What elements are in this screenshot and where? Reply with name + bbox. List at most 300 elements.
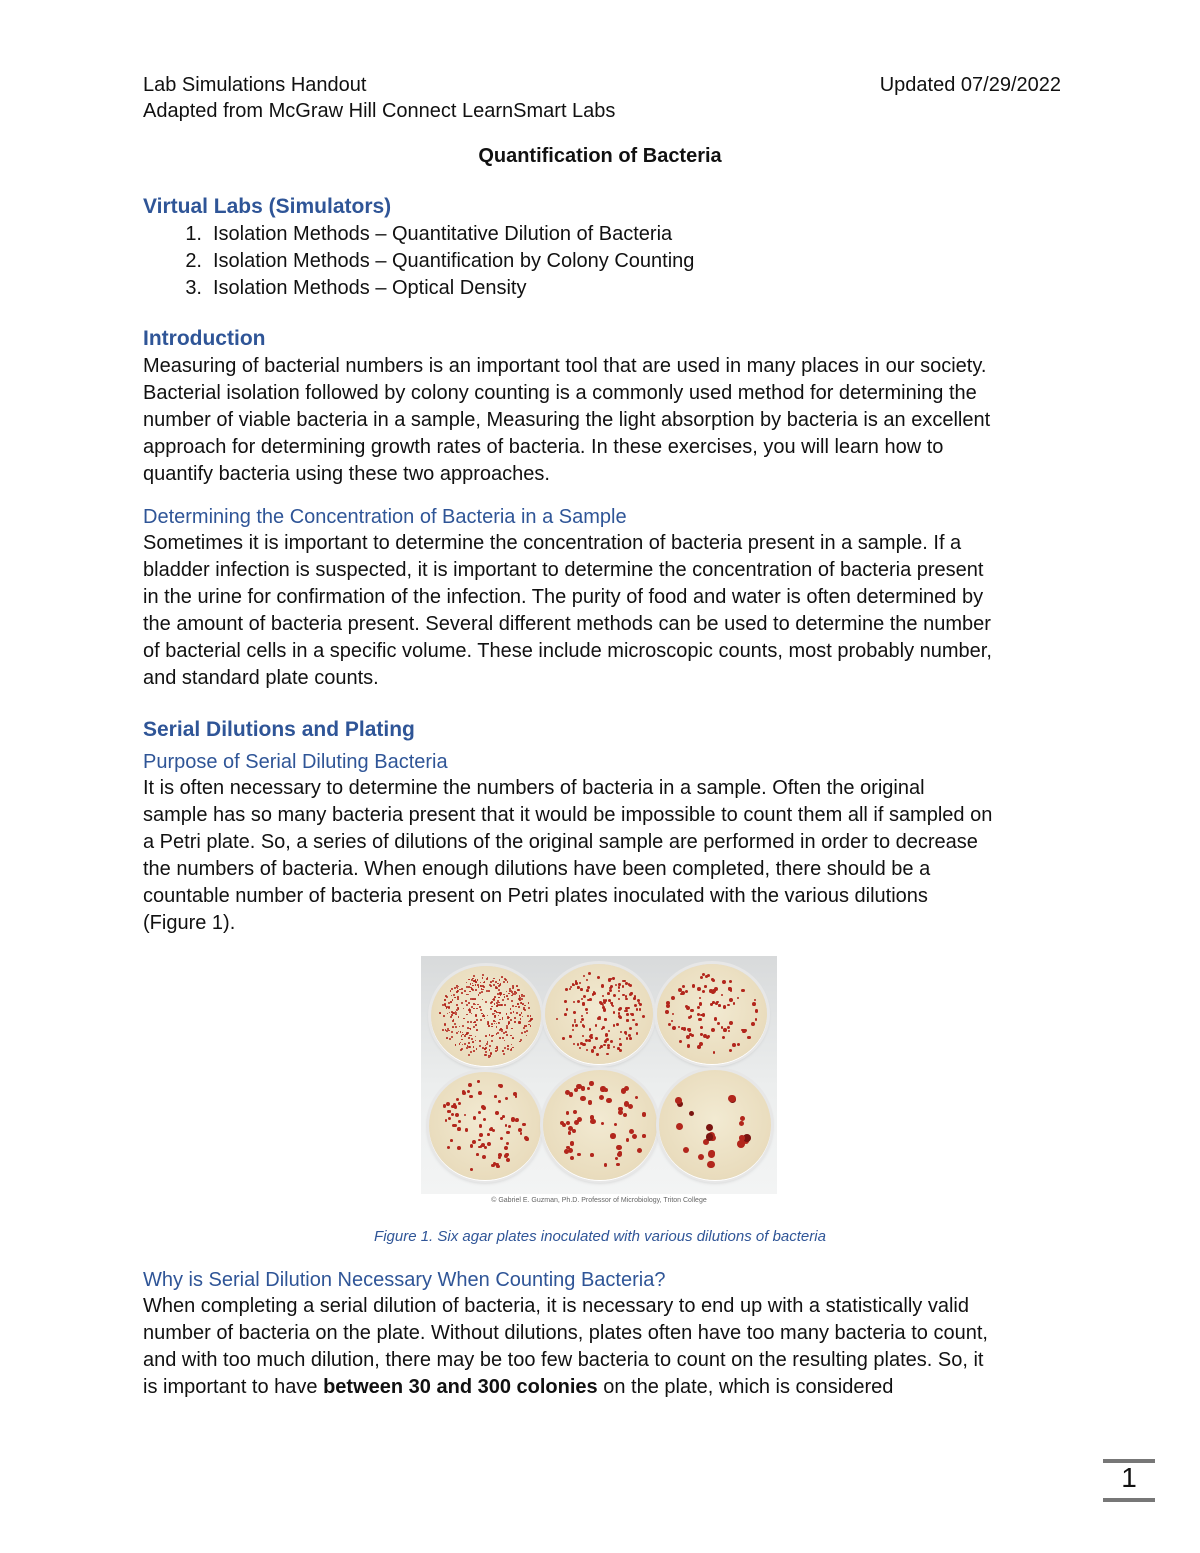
colony (700, 1033, 702, 1035)
colony (473, 1046, 475, 1048)
colony (572, 1029, 574, 1031)
colony (585, 1039, 588, 1042)
colony (527, 1015, 529, 1017)
colony (476, 1008, 478, 1010)
colony (485, 1045, 486, 1046)
colony (474, 998, 476, 1000)
colony (487, 1015, 488, 1016)
colony (593, 992, 596, 995)
colony (632, 1019, 634, 1021)
petri-plate (659, 1070, 771, 1180)
colony (620, 1031, 622, 1033)
colony (475, 1004, 476, 1005)
colony (619, 1016, 621, 1018)
colony (752, 1002, 756, 1006)
colony (572, 1024, 574, 1026)
petri-plate (657, 964, 767, 1064)
colony (587, 1087, 591, 1091)
colony (475, 984, 476, 985)
concentration-line: of bacterial cells in a specific volume. These include microscopic counts, most probably number, (143, 640, 992, 662)
colony (451, 1113, 455, 1117)
colony (619, 1007, 622, 1010)
colony (443, 1104, 446, 1107)
colony (496, 1023, 497, 1024)
colony (455, 1113, 459, 1117)
colony (744, 1029, 747, 1032)
colony (590, 1119, 595, 1124)
colony (495, 986, 497, 988)
colony (451, 995, 452, 996)
why-line: number of bacteria on the plate. Without dilutions, plates often have too many bacteria to count, (143, 1322, 988, 1344)
colony (586, 1049, 588, 1051)
colony (453, 994, 455, 996)
colony (520, 1132, 523, 1135)
colony (666, 1004, 670, 1008)
colony (526, 1025, 528, 1027)
colony (626, 1138, 630, 1142)
colony (698, 1154, 704, 1160)
colony (454, 987, 456, 989)
colony (508, 1022, 510, 1024)
colony (479, 1006, 481, 1008)
colony (488, 1056, 490, 1058)
colony (707, 974, 710, 977)
petri-plate (543, 1070, 657, 1180)
colony (591, 1049, 594, 1052)
colony (739, 1121, 744, 1126)
introduction-section (143, 325, 1063, 488)
colony (457, 988, 459, 990)
colony (506, 1013, 508, 1015)
colony (605, 999, 608, 1002)
colony (601, 984, 604, 987)
colony (482, 974, 484, 976)
colony (642, 1112, 647, 1117)
colony (604, 1040, 607, 1043)
colony (573, 1011, 576, 1014)
colony (599, 1095, 604, 1100)
petri-plate (431, 966, 541, 1066)
colony (498, 1084, 501, 1087)
colony (439, 1012, 441, 1014)
colony (487, 977, 488, 978)
colony (458, 986, 459, 987)
colony (565, 988, 568, 991)
colony (522, 1123, 525, 1126)
colony (462, 1044, 464, 1046)
colony (480, 1009, 482, 1011)
colony (495, 1111, 499, 1115)
list-item-text: Isolation Methods – Quantitative Dilution of Bacteria (213, 223, 673, 245)
colony (462, 1034, 464, 1036)
colony (626, 1037, 628, 1039)
colony (668, 1023, 671, 1026)
colony (497, 1004, 499, 1006)
colony (566, 1008, 568, 1010)
colony (706, 1124, 714, 1132)
agar-plates-photo (421, 956, 777, 1194)
colony (506, 1027, 508, 1029)
colony (475, 1036, 476, 1037)
colony (516, 985, 518, 987)
colony (514, 1017, 516, 1019)
colony (574, 1021, 576, 1023)
colony (727, 1026, 730, 1029)
colony (728, 1095, 736, 1103)
colony (498, 997, 500, 999)
colony (588, 972, 591, 975)
colony (581, 1015, 583, 1017)
colony (478, 1146, 481, 1149)
colony (512, 985, 514, 987)
colony (502, 999, 504, 1001)
colony (452, 1020, 454, 1022)
serial-dilutions-heading: Serial Dilutions and Plating (143, 718, 415, 741)
colony (470, 1168, 473, 1171)
figure-caption: Figure 1. Six agar plates inoculated with various dilutions of bacteria (374, 1228, 826, 1245)
colony (709, 989, 713, 993)
colony (445, 1119, 448, 1122)
colony (458, 1102, 461, 1105)
colony (639, 1003, 642, 1006)
colony (595, 1024, 597, 1026)
colony (451, 1036, 453, 1038)
colony (697, 987, 701, 991)
colony (605, 1033, 608, 1036)
colony (490, 1002, 492, 1004)
serial-line: a Petri plate. So, a series of dilutions of the original sample are performed in order to decrease (143, 831, 978, 853)
colony (490, 1052, 492, 1054)
colony (581, 998, 583, 1000)
colony (487, 1142, 491, 1146)
colony (597, 1017, 600, 1020)
colony (479, 1133, 483, 1137)
colony (459, 1043, 461, 1045)
colony (485, 1051, 487, 1053)
colony (508, 993, 509, 994)
colony (528, 1002, 529, 1003)
colony (678, 1026, 680, 1028)
colony (507, 1045, 509, 1047)
concentration-line: the amount of bacteria present. Several different methods can be used to determine the number (143, 613, 991, 635)
colony (469, 991, 471, 993)
colony (587, 986, 590, 989)
colony (479, 1040, 481, 1042)
colony (456, 1004, 458, 1006)
colony (606, 1098, 612, 1104)
colony (447, 1013, 449, 1015)
colony (452, 1026, 454, 1028)
colony (628, 1104, 633, 1109)
colony (580, 1021, 582, 1023)
colony (473, 1050, 475, 1052)
colony (711, 1028, 715, 1032)
colony (480, 985, 482, 987)
colony (493, 1020, 494, 1021)
colony-range-emphasis: between 30 and 300 colonies (323, 1376, 598, 1398)
colony (504, 1154, 508, 1158)
colony (739, 1135, 745, 1141)
colony (755, 1018, 758, 1021)
colony (596, 1053, 599, 1056)
colony (685, 990, 689, 994)
colony (462, 1025, 464, 1027)
colony (483, 982, 485, 984)
colony (700, 1026, 703, 1029)
colony (616, 1145, 621, 1150)
colony (566, 1111, 570, 1115)
colony (622, 985, 624, 987)
list-item (143, 221, 1063, 248)
colony (747, 1036, 751, 1040)
colony (604, 1163, 608, 1167)
colony (676, 1123, 684, 1131)
colony (465, 1034, 466, 1035)
colony (480, 982, 482, 984)
colony (499, 979, 500, 980)
colony (491, 1023, 493, 1025)
colony (461, 992, 463, 994)
colony (642, 1134, 646, 1138)
colony (494, 1013, 495, 1014)
colony (478, 1111, 481, 1114)
serial-line: countable number of bacteria present on Petri plates inoculated with the various dilutions (143, 885, 928, 907)
colony (484, 1016, 485, 1017)
colony (506, 1034, 508, 1036)
colony (498, 989, 500, 991)
colony (629, 984, 632, 987)
colony (475, 1024, 477, 1026)
colony (519, 1041, 520, 1042)
colony (586, 979, 588, 981)
colony (455, 1012, 457, 1014)
colony (450, 990, 451, 991)
colony (619, 1038, 621, 1040)
colony (506, 1131, 510, 1135)
colony (518, 1021, 520, 1023)
colony (691, 1034, 694, 1037)
colony (464, 1043, 466, 1045)
colony (613, 1011, 616, 1014)
colony (498, 1100, 501, 1103)
colony (582, 1002, 584, 1004)
colony (471, 1013, 472, 1014)
why-last-post: on the plate, which is considered (597, 1376, 894, 1398)
colony (577, 1153, 580, 1156)
colony (503, 1053, 505, 1055)
colony (470, 1051, 472, 1053)
colony (468, 1002, 470, 1004)
colony (729, 998, 733, 1002)
colony (489, 1045, 491, 1047)
colony (617, 1047, 620, 1050)
intro-line: Bacterial isolation followed by colony counting is a commonly used method for determining the (143, 382, 977, 404)
colony (452, 999, 453, 1000)
colony (488, 990, 490, 992)
colony (506, 995, 508, 997)
serial-line: sample has so many bacteria present that it would be impossible to count them all if sampled on (143, 804, 993, 826)
colony (733, 1002, 736, 1005)
colony (498, 1156, 501, 1159)
list-item (143, 248, 1063, 275)
colony (582, 1035, 584, 1037)
colony (579, 1047, 581, 1049)
colony (481, 1013, 482, 1014)
colony (471, 979, 473, 981)
colony (449, 1038, 451, 1040)
colony (515, 1006, 516, 1007)
colony (580, 1042, 583, 1045)
colony (491, 1040, 493, 1042)
why-line: and with too much dilution, there may be too few bacteria to count on the resulting plates. So, it (143, 1349, 984, 1371)
colony (506, 991, 507, 992)
colony (614, 1123, 618, 1127)
colony (504, 1146, 508, 1150)
colony (477, 979, 479, 981)
colony (455, 1026, 457, 1028)
colony (588, 1039, 591, 1042)
colony (478, 986, 479, 987)
colony (493, 978, 494, 979)
colony (449, 1110, 452, 1113)
colony (497, 1049, 499, 1051)
colony (581, 1086, 586, 1091)
colony (672, 1026, 676, 1030)
colony (493, 998, 495, 1000)
colony (566, 1121, 570, 1125)
serial-dilutions-subheading: Purpose of Serial Diluting Bacteria (143, 751, 448, 773)
colony (502, 1019, 503, 1020)
colony (457, 998, 459, 1000)
colony (515, 1095, 518, 1098)
colony (634, 995, 636, 997)
colony (510, 1035, 512, 1037)
colony (613, 1046, 615, 1048)
colony (699, 1042, 703, 1046)
colony (451, 988, 453, 990)
colony (604, 1018, 607, 1021)
colony (478, 994, 480, 996)
colony (637, 1148, 642, 1153)
colony (501, 1030, 503, 1032)
colony (465, 1128, 469, 1132)
colony (613, 994, 616, 997)
colony (459, 1026, 460, 1027)
colony (512, 1037, 514, 1039)
colony (502, 1037, 504, 1039)
colony (751, 1022, 755, 1026)
colony (642, 1015, 645, 1018)
colony (717, 1022, 720, 1025)
colony (623, 1113, 627, 1117)
virtual-labs-heading: Virtual Labs (Simulators) (143, 195, 392, 218)
colony (466, 1004, 468, 1006)
colony (470, 1035, 471, 1036)
concentration-section (143, 504, 1063, 692)
why-last-pre: is important to have (143, 1376, 324, 1398)
colony (615, 1157, 618, 1160)
colony (706, 1133, 713, 1140)
colony (469, 1095, 473, 1099)
colony (464, 990, 466, 992)
colony (446, 1007, 447, 1008)
colony (604, 1088, 608, 1092)
colony (611, 1002, 613, 1004)
colony (692, 984, 696, 988)
colony (502, 1115, 505, 1118)
serial-line: It is often necessary to determine the numbers of bacteria in a sample. Often the original (143, 777, 925, 799)
serial-dilutions-section (143, 716, 1063, 937)
colony (574, 1088, 578, 1092)
colony (569, 988, 571, 990)
colony (687, 1044, 691, 1048)
intro-line: number of viable bacteria in a sample, Measuring the light absorption by bacteria is an excellent (143, 409, 991, 431)
colony (470, 1144, 473, 1147)
colony (671, 996, 675, 1000)
colony (728, 1030, 731, 1033)
colony (494, 1095, 497, 1098)
colony (494, 1003, 496, 1005)
colony (512, 993, 514, 995)
colony (690, 1009, 694, 1013)
colony (582, 1043, 585, 1046)
colony (714, 1017, 717, 1020)
concentration-line: bladder infection is suspected, it is important to determine the concentration of bacteria present (143, 559, 984, 581)
colony (468, 986, 470, 988)
colony (510, 1049, 512, 1051)
colony (511, 1028, 512, 1029)
list-item-text: Isolation Methods – Quantification by Colony Counting (213, 250, 695, 272)
why-line (143, 1374, 1063, 1401)
colony (588, 1100, 592, 1104)
colony (595, 1037, 598, 1040)
colony (610, 1040, 613, 1043)
colony (586, 1012, 589, 1015)
colony (450, 1139, 453, 1142)
colony (494, 1016, 496, 1018)
colony (565, 1090, 570, 1095)
colony (473, 1008, 474, 1009)
colony (562, 1037, 564, 1039)
colony (482, 977, 484, 979)
colony (683, 1147, 690, 1154)
colony (448, 1117, 451, 1120)
colony (710, 1003, 712, 1005)
colony (455, 1044, 457, 1046)
header-left (143, 72, 615, 124)
colony (521, 1012, 523, 1014)
colony (506, 1158, 510, 1162)
colony (699, 997, 702, 1000)
colony (511, 1044, 513, 1046)
colony (729, 980, 732, 983)
colony (603, 1009, 606, 1012)
colony (450, 1001, 452, 1003)
colony (621, 1088, 626, 1093)
document-title: Quantification of Bacteria (478, 145, 722, 167)
colony (579, 982, 581, 984)
colony (455, 997, 456, 998)
colony (511, 1117, 515, 1121)
colony (635, 1096, 638, 1099)
colony (461, 1002, 463, 1004)
colony (446, 1102, 450, 1106)
colony (568, 1131, 572, 1135)
colony (629, 993, 632, 996)
colony (445, 995, 447, 997)
colony (461, 1035, 463, 1037)
colony (443, 1015, 445, 1017)
